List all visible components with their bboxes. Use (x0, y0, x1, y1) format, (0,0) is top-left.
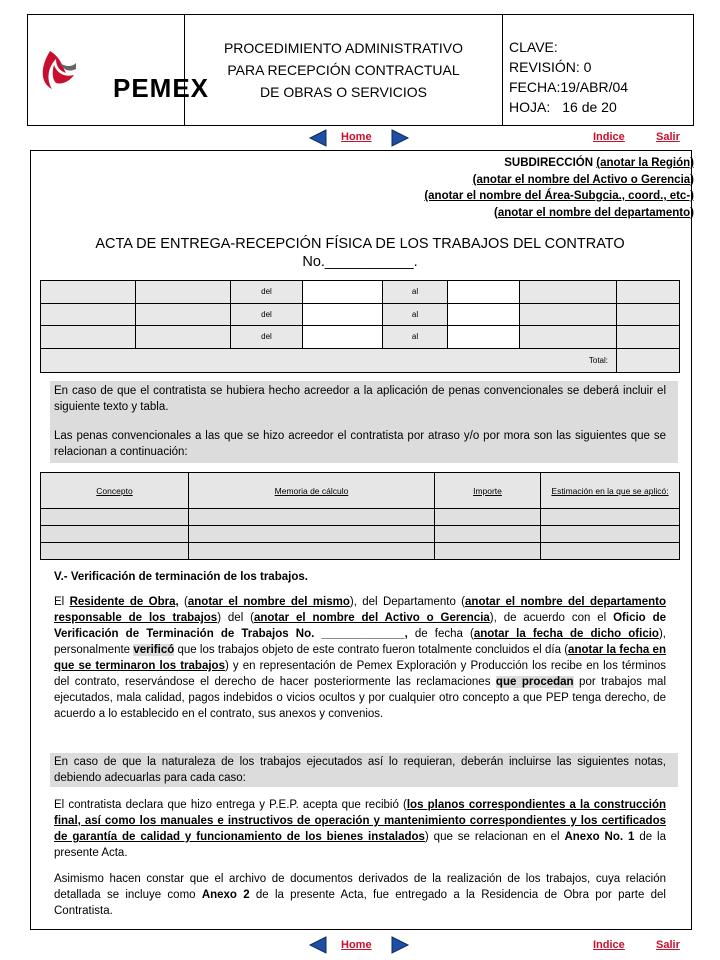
salir-link[interactable]: Salir (656, 939, 680, 951)
fecha-label: FECHA:19/ABR/04 (509, 79, 629, 95)
hoja-label: HOJA: (509, 99, 551, 115)
table-header-row (41, 473, 680, 509)
region-placeholder: (anotar la Región) (596, 157, 694, 169)
col-estimacion: Estimación en la que se aplicó: (541, 473, 680, 509)
title-line-3: DE OBRAS O SERVICIOS (259, 84, 427, 100)
del-cell: del (231, 326, 303, 349)
del-cell: del (231, 281, 303, 304)
col-importe: Importe (435, 473, 541, 509)
title-line-2: PARA RECEPCIÓN CONTRACTUAL (227, 62, 460, 78)
table-row (41, 326, 680, 349)
table-row (41, 281, 680, 304)
asimismo-text: Asimismo hacen constar que el archivo de documentos derivados de la realización de los trabajos, cuya relación detallada se incluye como Anexo 2 de la presente Acta, fue entregado a la Residencia de Obra por parte del Contratista. (54, 873, 666, 917)
depto-placeholder: (anotar el nombre del departamento) (493, 206, 694, 219)
col-memoria: Memoria de cálculo (189, 473, 435, 509)
acta-number: No.___________. (302, 254, 418, 270)
al-cell: al (383, 281, 448, 304)
al-cell: al (383, 326, 448, 349)
nav-indice-bottom[interactable] (593, 939, 625, 951)
al-cell: al (383, 303, 448, 326)
subdireccion-block (274, 155, 694, 221)
nav-salir-bottom[interactable] (656, 939, 680, 951)
periods-table (40, 280, 680, 373)
salir-link[interactable]: Salir (656, 131, 680, 143)
procedure-title (185, 15, 503, 125)
document-header (27, 14, 694, 126)
arrow-right-icon[interactable] (390, 128, 410, 148)
indice-link[interactable]: Indice (593, 131, 625, 143)
hoja-value: 16 de 20 (562, 99, 617, 115)
arrow-left-icon[interactable] (308, 935, 328, 955)
subdireccion-label: SUBDIRECCIÓN (504, 157, 594, 169)
nav-home-top[interactable] (341, 131, 372, 143)
arrow-left-icon[interactable] (308, 128, 328, 148)
pemex-logo-text: PEMEX (113, 73, 210, 103)
revision-label: REVISIÓN: 0 (509, 59, 592, 75)
nav-home-bottom[interactable] (341, 939, 372, 951)
acta-title-text: ACTA DE ENTREGA-RECEPCIÓN FÍSICA DE LOS TRABAJOS DEL CONTRATO (95, 236, 625, 252)
table-row (41, 509, 680, 526)
notas-text: En caso de que la naturaleza de los trabajos ejecutados así lo requieran, deberán incluirse las siguientes notas, debiendo adecuarlas para cada caso: (54, 756, 666, 784)
section-v-body: El Residente de Obra, (anotar el nombre del mismo), del Departamento (anotar el nombre del departamento responsable de los trabajos) del (anotar el nombre del Activo o Gerencia), de acuerdo con el Oficio de Verificación de Terminación de Trabajos No. _____________, de fecha (anotar la fecha de dicho oficio), personalmente verificó que los trabajos objeto de este contrato fueron totalmente concluidos el día (anotar la fecha en que se terminaron los trabajos) y en representación de Pemex Exploración y Producción los recibe en los términos del contrato, reservándose el derecho de hacer posteriormente las reclamaciones que procedan por trabajos mal ejecutados, mala calidad, pagos indebidos o vicios ocultos y por cualquier otro concepto a que PEP tenga derecho, de acuerdo a lo establecido en el contrato, sus anexos y convenios. (54, 596, 667, 720)
clave-label: CLAVE: (509, 39, 558, 55)
declara-text: El contratista declara que hizo entrega y P.E.P. acepta que recibió (los planos correspondientes a la construcción final, así como los manuales e instructivos de operación y mantenimiento correspondientes y los certificados de garantía de calidad y funcionamiento de los bienes instalados) que se relacionan en el Anexo No. 1 de la presente Acta. (54, 799, 667, 859)
indice-link[interactable]: Indice (593, 939, 625, 951)
title-line-1: PROCEDIMIENTO ADMINISTRATIVO (223, 40, 464, 56)
area-placeholder: (anotar el nombre del Área-Subgcia., coord., etc-) (424, 190, 694, 202)
pemex-logo (28, 15, 210, 125)
document-meta (503, 15, 693, 125)
home-link[interactable]: Home (341, 131, 372, 143)
acta-title (40, 235, 680, 271)
home-link[interactable]: Home (341, 939, 372, 951)
table-row (41, 303, 680, 326)
arrow-right-icon[interactable] (390, 935, 410, 955)
table-row (41, 543, 680, 560)
activo-placeholder: (anotar el nombre del Activo o Gerencia) (472, 173, 694, 186)
penas-p2: Las penas convencionales a las que se hizo acreedor el contratista por atraso y/o por mora son las siguientes que se relacionan a continuación: (54, 430, 666, 458)
penas-p1: En caso de que el contratista se hubiera hecho acreedor a la aplicación de penas convencionales se deberá incluir el siguiente texto y tabla. (54, 385, 666, 413)
table-row (41, 526, 680, 543)
total-label: Total: (41, 348, 617, 372)
nav-salir-top[interactable] (656, 131, 680, 143)
nav-indice-top[interactable] (593, 131, 625, 143)
penas-table (40, 472, 680, 560)
hoja-row (509, 97, 693, 117)
col-concepto: Concepto (41, 473, 189, 509)
section-v-title: V.- Verificación de terminación de los trabajos. (54, 571, 308, 583)
table-row (41, 348, 680, 372)
del-cell: del (231, 303, 303, 326)
